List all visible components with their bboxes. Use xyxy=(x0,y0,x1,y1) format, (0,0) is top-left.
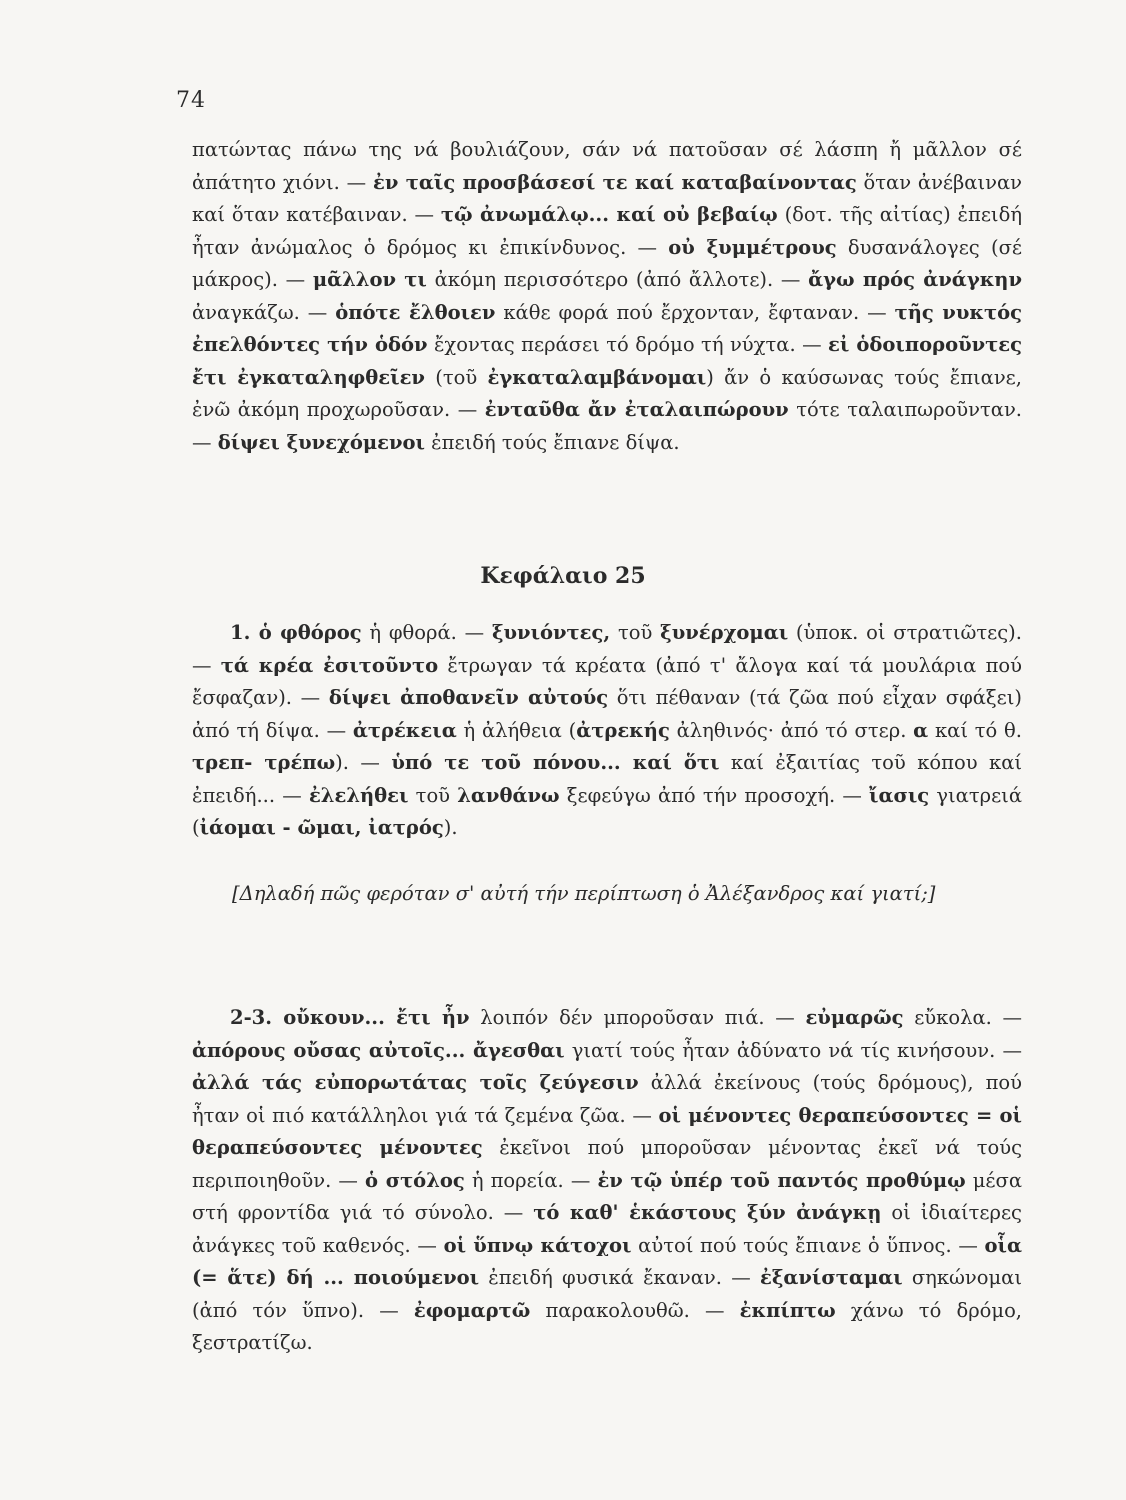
gloss-text: ἀληθινός· ἀπό τό στερ. xyxy=(669,718,914,742)
term-lemma: ἀλλά τάς εὐπορωτάτας τοῖς ζεύγεσιν xyxy=(192,1071,639,1094)
term-lemma: ξυνιόντες, xyxy=(491,621,611,644)
term-lemma: τό καθ' ἑκάστους ξύν ἀνάγκῃ xyxy=(533,1201,882,1224)
gloss-text: ἐπειδή τούς ἔπιανε δίψα. xyxy=(424,430,680,454)
gloss-text: ἔχοντας περάσει τό δρόμο τή νύχτα. — xyxy=(427,333,829,356)
gloss-text: γιατρειά ( xyxy=(192,783,1022,839)
term-lemma: 2-3. οὔκουν... ἔτι ἦν xyxy=(230,1006,470,1029)
gloss-text: τότε ταλαιπωροῦνταν. — xyxy=(192,398,1022,454)
term-lemma: ἐξανίσταμαι xyxy=(759,1266,903,1289)
term-lemma: μᾶλλον τι xyxy=(312,268,427,291)
commentary-paragraph-3 xyxy=(192,1002,1022,1360)
gloss-text: οἱ ἰδιαίτερες ἀνάγκες τοῦ καθενός. — xyxy=(192,1201,1022,1257)
gloss-text: σηκώνομαι (ἀπό τόν ὕπνο). — xyxy=(192,1266,1022,1322)
term-lemma: ὁ στόλος xyxy=(365,1168,465,1192)
term-lemma: εὐμαρῶς xyxy=(805,1006,904,1029)
term-lemma: ἐγκαταλαμβάνομαι xyxy=(487,365,707,389)
term-lemma: ἀπόρους οὔσας αὐτοῖς... ἄγεσθαι xyxy=(192,1038,565,1062)
term-lemma: ἐκπίπτω xyxy=(739,1298,836,1322)
term-lemma: οἱ ὕπνῳ κάτοχοι xyxy=(443,1233,632,1257)
term-lemma: εἰ ὁδοιποροῦντες ἔτι ἐγκαταληφθεῖεν xyxy=(192,333,1022,389)
gloss-text: ἡ πορεία. — xyxy=(464,1168,598,1192)
term-lemma: ἐν τῷ ὑπέρ τοῦ παντός προθύμῳ xyxy=(597,1168,966,1192)
commentary-paragraph-1 xyxy=(192,134,1022,459)
gloss-text: ). — xyxy=(335,751,392,774)
term-lemma: οὐ ξυμμέτρους xyxy=(668,235,837,259)
gloss-text: ξεφεύγω ἀπό τήν προσοχή. — xyxy=(559,783,870,807)
gloss-text: ἔτρωγαν τά κρέατα (ἀπό τ' ἄλογα καί τά μουλάρια πού ἔσφαζαν). — xyxy=(192,653,1022,709)
gloss-text: ἀλλά ἐκείνους (τούς δρόμους), πού ἦταν οἱ πιό κατάλληλοι γιά τά ζεμένα ζῶα. — xyxy=(192,1071,1023,1127)
term-lemma: α xyxy=(913,718,929,742)
gloss-text: δυσανάλογες (σέ μάκρος). — xyxy=(192,235,1022,291)
term-lemma: τά κρέα ἐσιτοῦντο xyxy=(220,653,439,677)
gloss-text: γιατί τούς ἦταν ἀδύνατο νά τίς κινήσουν. — xyxy=(564,1038,1022,1062)
term-lemma: ἰάομαι - ῶμαι, ἰατρός xyxy=(199,816,444,839)
term-lemma: τῷ ἀνωμάλῳ... καί οὐ βεβαίῳ xyxy=(440,203,778,226)
term-lemma: δίψει ἀποθανεῖν αὐτούς xyxy=(328,686,609,709)
gloss-text: τοῦ xyxy=(408,783,458,807)
gloss-text: καί τό θ. xyxy=(928,718,1022,742)
gloss-text: μέσα στή φροντίδα γιά τό σύνολο. — xyxy=(192,1168,1023,1224)
gloss-text: εὔκολα. — xyxy=(903,1006,1022,1029)
term-lemma: ἐνταῦθα ἄν ἐταλαιπώρουν xyxy=(484,398,789,421)
gloss-text: ) ἄν ὁ καύσωνας τούς ἔπιανε, ἐνῶ ἀκόμη προχωροῦσαν. — xyxy=(192,365,1022,421)
paragraph-text xyxy=(192,1002,1022,1360)
gloss-text: (δοτ. τῆς αἰτίας) ἐπειδή ἦταν ἀνώμαλος ὁ δρόμος κι ἐπικίνδυνος. — xyxy=(192,203,1023,259)
gloss-text: ὅταν ἀνέβαιναν καί ὅταν κατέβαιναν. — xyxy=(192,170,1022,226)
term-lemma: ἄγω πρός ἀνάγκην xyxy=(808,268,1023,291)
term-lemma: 1. ὁ φθόρος xyxy=(230,621,362,644)
gloss-text: ἡ φθορά. — xyxy=(361,621,492,644)
term-lemma: ἐλελήθει xyxy=(308,783,409,807)
gloss-text: χάνω τό δρόμο, ξεστρατίζω. xyxy=(192,1298,1023,1354)
paragraph-text xyxy=(192,134,1022,459)
gloss-text: παρακολουθῶ. — xyxy=(530,1298,740,1322)
term-lemma: λανθάνω xyxy=(457,783,560,807)
study-question: [Δηλαδή πῶς φερόταν σ' αὐτή τήν περίπτωση ὁ Ἀλέξανδρος καί γιατί;] xyxy=(232,882,936,905)
paragraph-text xyxy=(192,617,1022,845)
gloss-text: λοιπόν δέν μποροῦσαν πιά. — xyxy=(469,1006,806,1029)
term-lemma: ὑπό τε τοῦ πόνου... καί ὅτι xyxy=(391,751,720,774)
term-lemma: οἷα (= ἅτε) δή ... ποιούμενοι xyxy=(192,1233,1022,1289)
term-lemma: ὁπότε ἔλθοιεν xyxy=(335,300,496,324)
term-lemma: τρεπ- τρέπω xyxy=(192,751,336,774)
gloss-text: τοῦ xyxy=(610,621,661,644)
gloss-text: (τοῦ xyxy=(424,365,488,389)
term-lemma: ἀτρεκής xyxy=(576,718,670,742)
term-lemma: οἱ μένοντες θεραπεύσοντες = οἱ θεραπεύσοντες μένοντες xyxy=(192,1103,1022,1159)
term-lemma: ἀτρέκεια xyxy=(352,718,457,742)
gloss-text: (ὑποκ. οἱ στρατιῶτες). — xyxy=(192,621,1022,677)
term-lemma: τῆς νυκτός ἐπελθόντες τήν ὁδόν xyxy=(192,300,1022,356)
term-lemma: ξυνέρχομαι xyxy=(660,621,789,644)
gloss-text: πατώντας πάνω της νά βουλιάζουν, σάν νά πατοῦσαν σέ λάσπη ἤ μᾶλλον σέ ἀπάτητο χιόνι. — xyxy=(192,138,1022,194)
gloss-text: ). xyxy=(443,816,458,839)
gloss-text: ἡ ἀλήθεια ( xyxy=(456,718,577,742)
gloss-text: αὐτοί πού τούς ἔπιανε ὁ ὕπνος. — xyxy=(631,1233,985,1257)
commentary-paragraph-2 xyxy=(192,617,1022,845)
term-lemma: δίψει ξυνεχόμενοι xyxy=(217,430,425,454)
gloss-text: ἐκεῖνοι πού μποροῦσαν μένοντας ἐκεῖ νά τούς περιποιηθοῦν. — xyxy=(192,1136,1022,1192)
gloss-text: κάθε φορά πού ἔρχονταν, ἔφταναν. — xyxy=(495,300,895,324)
gloss-text: ἀναγκάζω. — xyxy=(192,300,336,324)
gloss-text: καί ἐξαιτίας τοῦ κόπου καί ἐπειδή... — xyxy=(192,751,1023,807)
chapter-heading: Κεφάλαιο 25 xyxy=(480,563,646,589)
gloss-text: ἐπειδή φυσικά ἔκαναν. — xyxy=(479,1266,760,1289)
term-lemma: ἐν ταῖς προσβάσεσί τε καί καταβαίνοντας xyxy=(373,170,857,194)
gloss-text: ἀκόμη περισσότερο (ἀπό ἄλλοτε). — xyxy=(426,268,809,291)
gloss-text: ὅτι πέθαναν (τά ζῶα πού εἶχαν σφάξει) ἀπό τή δίψα. — xyxy=(192,686,1022,742)
term-lemma: ἐφομαρτῶ xyxy=(413,1298,531,1322)
page-number: 74 xyxy=(176,88,206,113)
term-lemma: ἴασις xyxy=(869,783,930,807)
